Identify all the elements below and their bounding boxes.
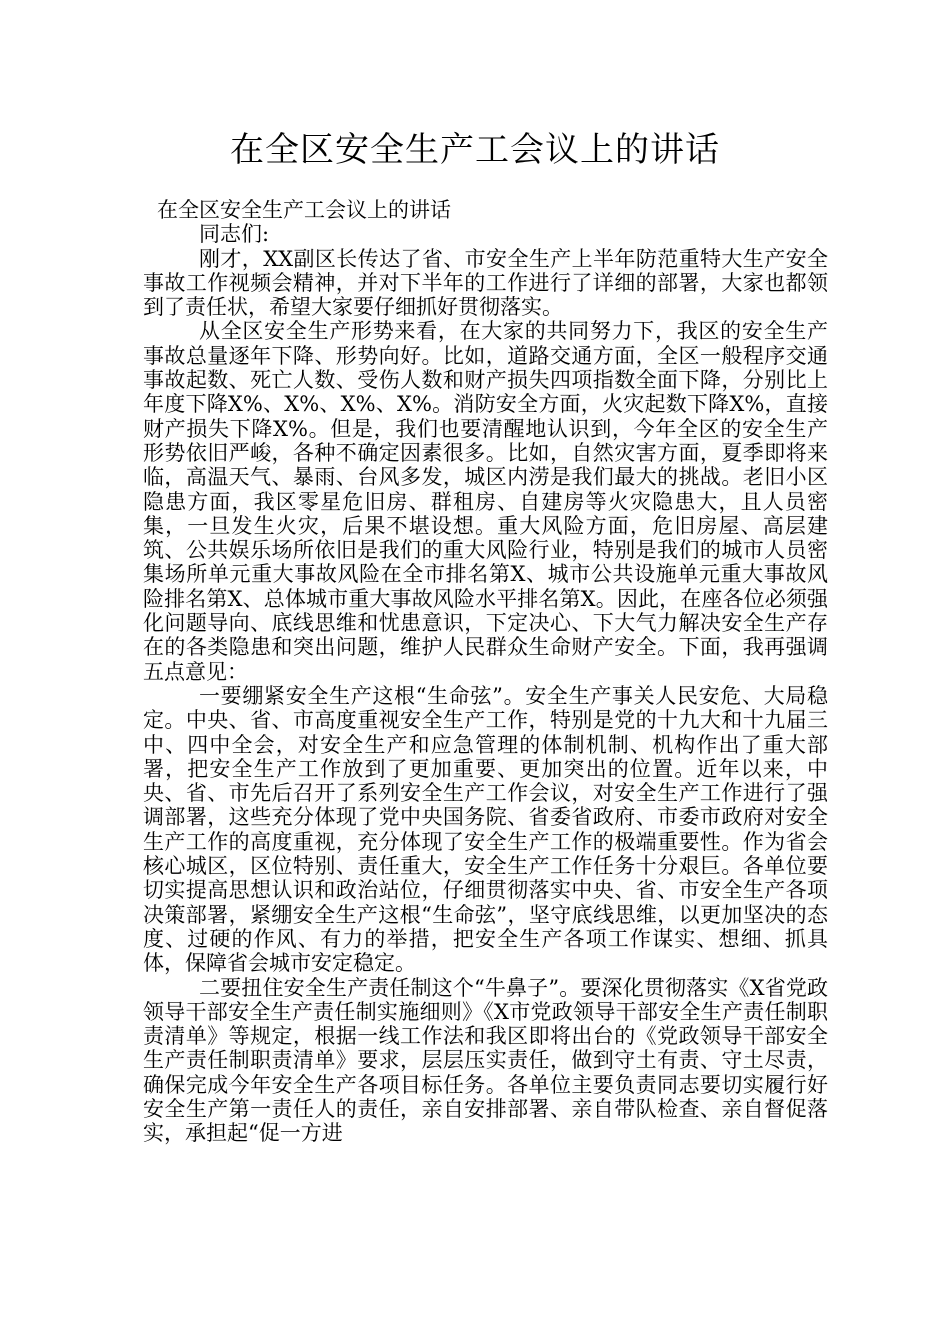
- greeting: 同志们:: [199, 222, 270, 247]
- document-title: 在全区安全生产工会议上的讲话: [230, 130, 720, 170]
- document-body: [143, 198, 828, 1146]
- paragraph-situation: 从全区安全生产形势来看，在大家的共同努力下，我区的安全生产事故总量逐年下降、形势向好。比如，道路交通方面，全区一般程序交通事故起数、死亡人数、受伤人数和财产损失四项指数全面下降，分别比上年度下降X%、X%、X%、X%。消防安全方面，火灾起数下降X%，直接财产损失下降X%。但是，我们也要清醒地认识到，今年全区的安全生产形势依旧严峻，各种不确定因素很多。比如，自然灾害方面，夏季即将来临，高温天气、暴雨、台风多发，城区内涝是我们最大的挑战。老旧小区隐患方面，我区零星危旧房、群租房、自建房等火灾隐患大，且人员密集，一旦发生火灾，后果不堪设想。重大风险方面，危旧房屋、高层建筑、公共娱乐场所依旧是我们的重大风险行业，特别是我们的城市人员密集场所单元重大事故风险在全市排名第X、城市公共设施单元重大事故风险排名第X、总体城市重大事故风险水平排名第X。因此，在座各位必须强化问题导向、底线思维和忧患意识，下定决心、下大气力解决安全生产存在的各类隐患和突出问题，维护人民群众生命财产安全。下面，我再强调五点意见：: [143, 319, 828, 684]
- paragraph-point-two: 二要扭住安全生产责任制这个“牛鼻子”。要深化贯彻落实《X省党政领导干部安全生产责任制实施细则》《X市党政领导干部安全生产责任制职责清单》等规定，根据一线工作法和我区即将出台的《党政领导干部安全生产责任制职责清单》要求，层层压实责任，做到守土有责、守土尽责，确保完成今年安全生产各项目标任务。各单位主要负责同志要切实履行好安全生产第一责任人的责任，亲自安排部署、亲自带队检查、亲自督促落实，承担起“促一方进: [143, 975, 828, 1146]
- paragraph-point-one: 一要绷紧安全生产这根“生命弦”。安全生产事关人民安危、大局稳定。中央、省、市高度重视安全生产工作，特别是党的十九大和十九届三中、四中全会，对安全生产和应急管理的体制机制、机构作出了重大部署，把安全生产工作放到了更加重要、更加突出的位置。近年以来，中央、省、市先后召开了系列安全生产工作会议，对安全生产工作进行了强调部署，这些充分体现了党中央国务院、省委省政府、市委市政府对安全生产工作的高度重视，充分体现了安全生产工作的极端重要性。作为省会核心城区，区位特别、责任重大，安全生产工作任务十分艰巨。各单位要切实提高思想认识和政治站位，仔细贯彻落实中央、省、市安全生产各项决策部署，紧绷安全生产这根“生命弦”，坚守底线思维，以更加坚决的态度、过硬的作风、有力的举措，把安全生产各项工作谋实、想细、抓具体，保障省会城市安定稳定。: [143, 683, 828, 976]
- paragraph-opening: 刚才，XX副区长传达了省、市安全生产上半年防范重特大生产安全事故工作视频会精神，并对下半年的工作进行了详细的部署，大家也都领到了责任状，希望大家要仔细抓好贯彻落实。: [143, 246, 828, 320]
- document-subtitle: 在全区安全生产工会议上的讲话: [157, 198, 451, 222]
